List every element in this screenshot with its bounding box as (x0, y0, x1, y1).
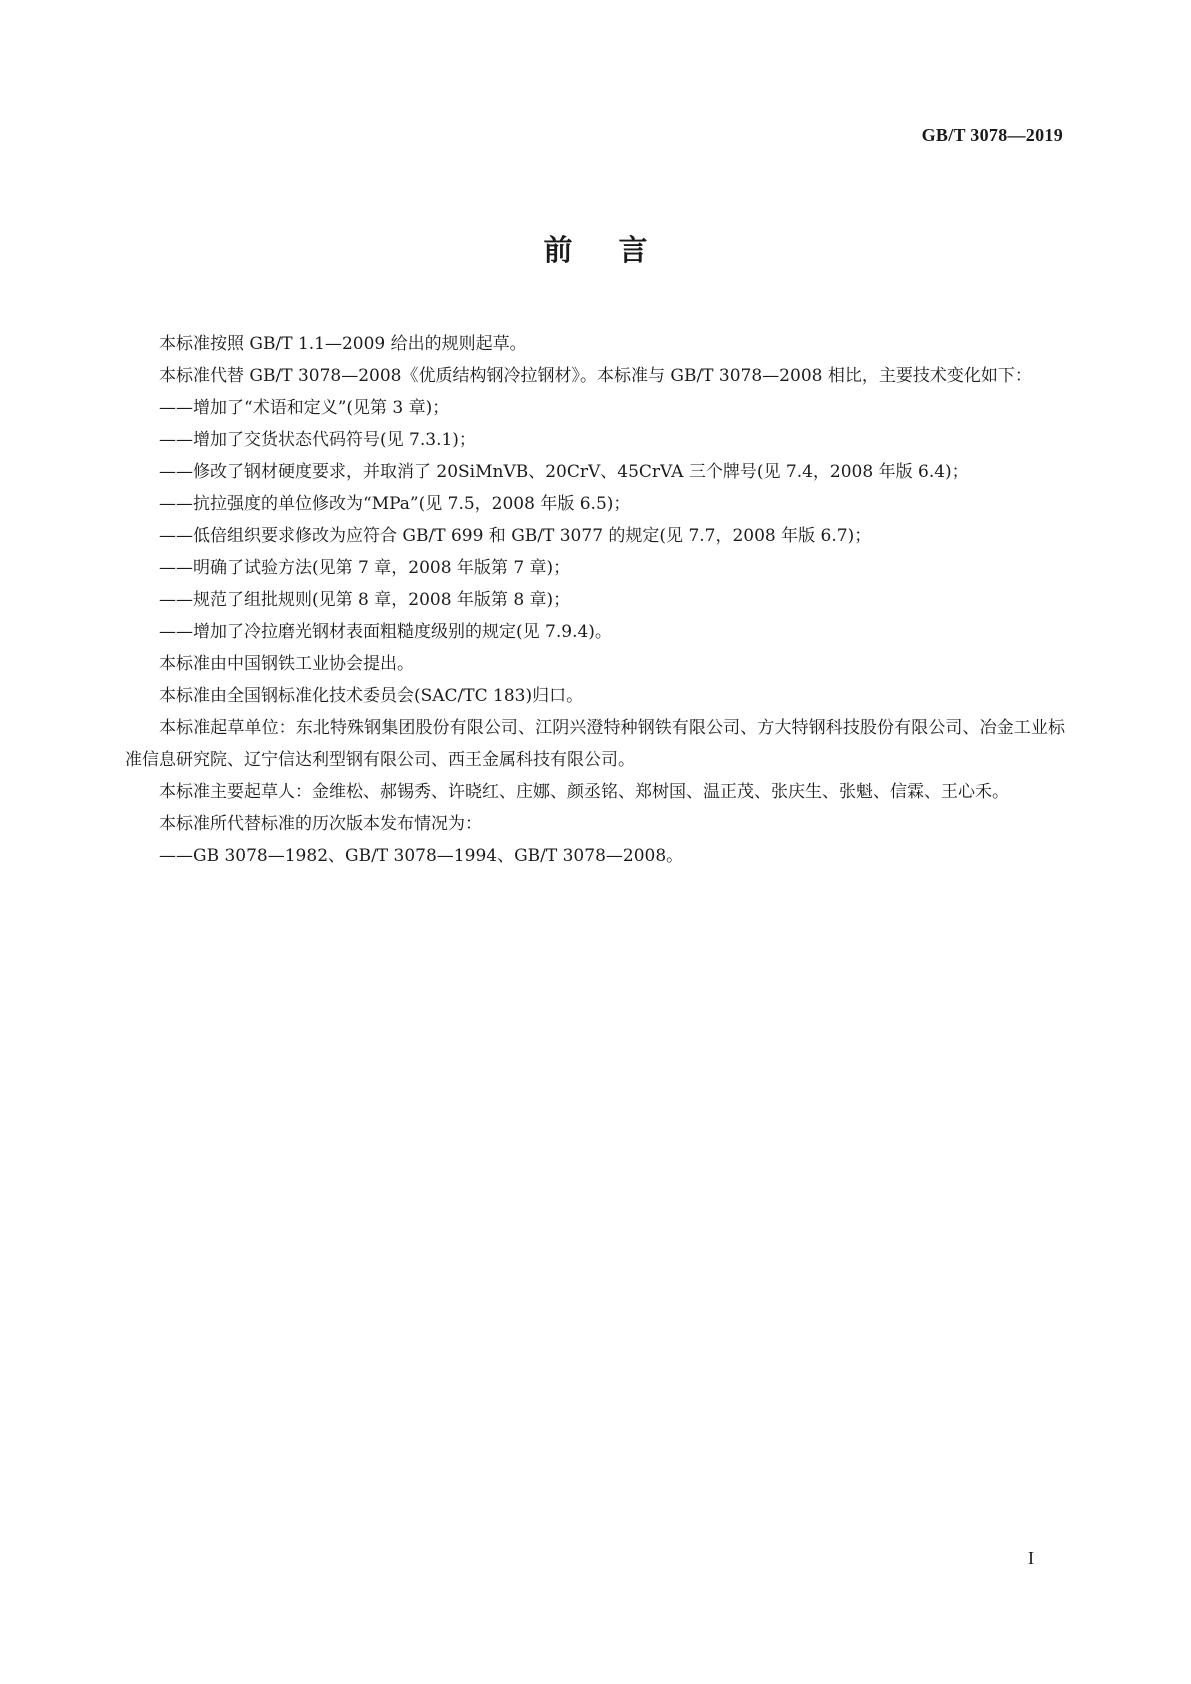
change-item-test-methods: ——明确了试验方法(见第 7 章，2008 年版第 7 章)； (159, 558, 571, 578)
page-title: 前言 (543, 233, 694, 267)
paragraph-replacement: 本标准代替 GB/T 3078—2008《优质结构钢冷拉钢材》。本标准与 GB/T 3078—2008 相比，主要技术变化如下： (159, 366, 1032, 386)
change-item-roughness: ——增加了冷拉磨光钢材表面粗糙度级别的规定(见 7.9.4)。 (159, 622, 612, 642)
change-item-batching: ——规范了组批规则(见第 8 章，2008 年版第 8 章)； (159, 590, 571, 610)
change-item-macrostructure: ——低倍组织要求修改为应符合 GB/T 699 和 GB/T 3077 的规定(见 7.7，2008 年版 6.7)； (159, 526, 872, 546)
paragraph-history-intro: 本标准所代替标准的历次版本发布情况为： (159, 814, 482, 834)
paragraph-drafters: 本标准主要起草人：金维松、郝锡秀、许晓红、庄娜、颜丞铭、郑树国、温正茂、张庆生、张魁、信霖、王心禾。 (159, 782, 1009, 802)
change-item-terms: ——增加了“术语和定义”(见第 3 章)； (159, 398, 450, 418)
paragraph-drafting-rules: 本标准按照 GB/T 1.1—2009 给出的规则起草。 (159, 334, 527, 354)
history-item-versions: ——GB 3078—1982、GB/T 3078—1994、GB/T 3078—2008。 (159, 846, 684, 866)
paragraph-committee: 本标准由全国钢标准化技术委员会(SAC/TC 183)归口。 (159, 686, 584, 706)
change-item-tensile-unit: ——抗拉强度的单位修改为“MPa”(见 7.5，2008 年版 6.5)； (159, 494, 631, 514)
change-item-hardness: ——修改了钢材硬度要求，并取消了 20SiMnVB、20CrV、45CrVA 三个牌号(见 7.4，2008 年版 6.4)； (159, 462, 969, 482)
change-item-delivery-code: ——增加了交货状态代码符号(见 7.3.1)； (159, 430, 476, 450)
foreword-content (125, 328, 1065, 872)
header-standard-code: GB/T 3078—2019 (921, 125, 1063, 145)
paragraph-proposer: 本标准由中国钢铁工业协会提出。 (159, 654, 414, 674)
paragraph-drafting-units: 本标准起草单位：东北特殊钢集团股份有限公司、江阴兴澄特种钢铁有限公司、方大特钢科技股份有限公司、冶金工业标准信息研究院、辽宁信达利型钢有限公司、西王金属科技有限公司。 (125, 718, 1065, 770)
page-number: I (1028, 1548, 1034, 1568)
